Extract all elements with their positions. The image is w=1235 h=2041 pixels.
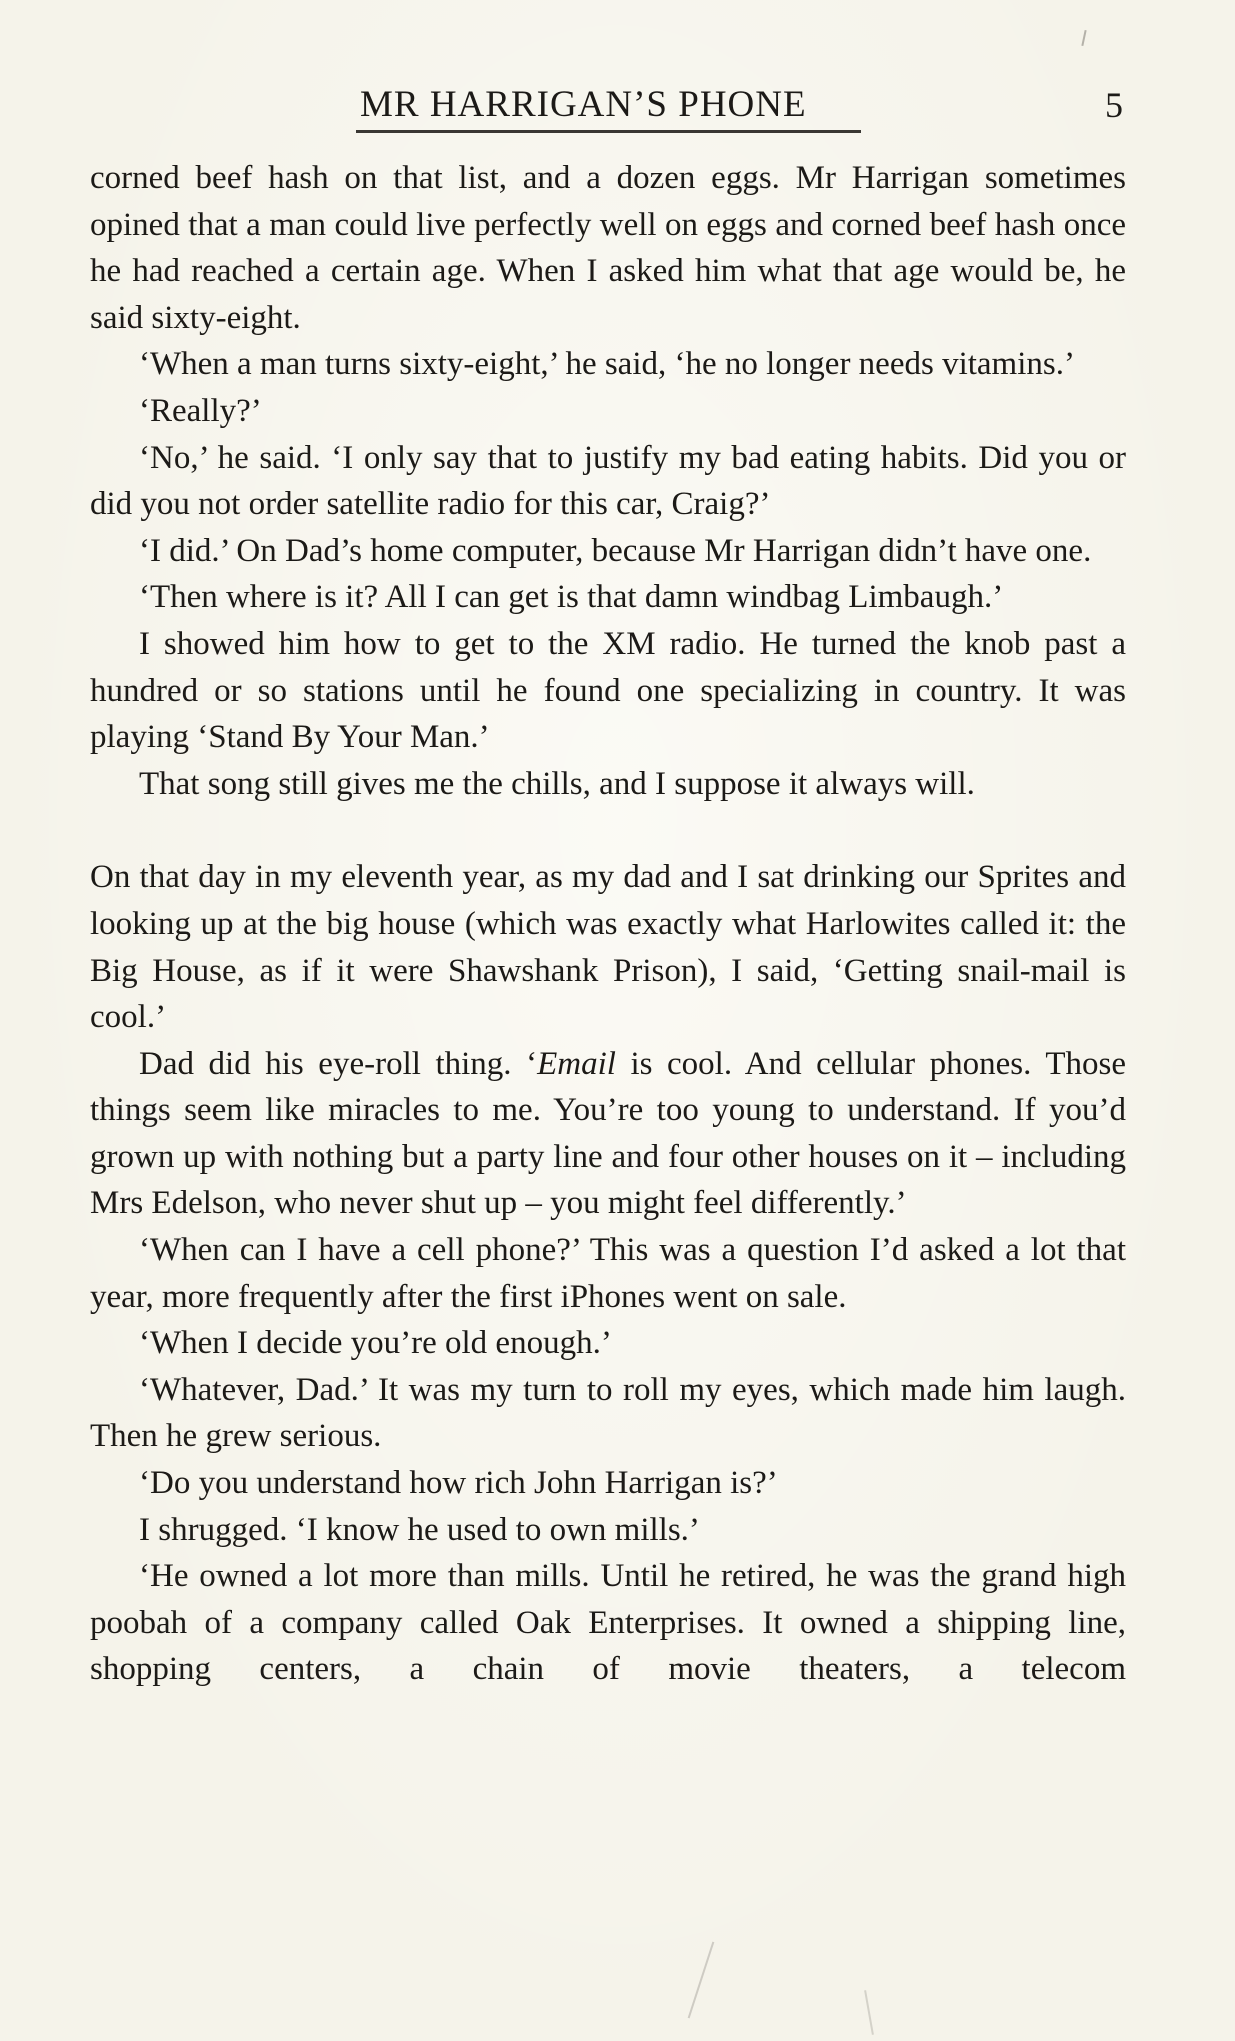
paragraph: ‘When a man turns sixty-eight,’ he said, ‘he no longer needs vitamins.’ [139,346,1075,383]
paragraph: ‘I did.’ On Dad’s home computer, because Mr Harrigan didn’t have one. [139,532,1092,569]
paragraph-email [90,1041,1126,1227]
body-text [90,155,1126,1693]
page-number: 5 [1105,85,1123,125]
email-paragraph-before: Dad did his eye-roll thing. ‘ [139,1045,538,1082]
paragraph: I showed him how to get to the XM radio. He turned the knob past a hundred or so stations until he found one specializing in country. It was playing ‘Stand By Your Man.’ [90,625,1126,756]
paragraph: On that day in my eleventh year, as my dad and I sat drinking our Sprites and looking up at the big house (which was exactly what Harlowites called it: the Big House, as if it were Shawshank Prison), I said, ‘Getting snail-mail is cool.’ [90,859,1126,1036]
paragraph: ‘Whatever, Dad.’ It was my turn to roll my eyes, which made him laugh. Then he grew serious. [90,1371,1126,1455]
header-rule [356,130,861,133]
email-paragraph-after: is cool. And cellular phones. Those things seem like miracles to me. You’re too young to understand. If you’d grown up with nothing but a party line and four other houses on it – including Mrs Edelson, who never shut up – you might feel differently.’ [90,1045,1126,1222]
paper-scratch-mark [1081,30,1086,46]
running-title: MR HARRIGAN’S PHONE [360,84,807,125]
paper-scratch-mark [688,1942,715,2019]
paragraph: ‘He owned a lot more than mills. Until he retired, he was the grand high poobah of a company called Oak Enterprises. It owned a shipping line, shopping centers, a chain of movie theaters, a telecom [90,1558,1126,1688]
paragraph: ‘Really?’ [139,392,262,429]
paragraph: I shrugged. ‘I know he used to own mills.’ [139,1511,700,1548]
paragraph: ‘Do you understand how rich John Harrigan is?’ [139,1465,778,1502]
paragraph: ‘When can I have a cell phone?’ This was a question I’d asked a lot that year, more frequently after the first iPhones went on sale. [90,1232,1126,1315]
paragraph: That song still gives me the chills, and I suppose it always will. [139,765,975,802]
paragraph: ‘When I decide you’re old enough.’ [139,1325,612,1362]
email-emphasis: Email [537,1045,616,1082]
running-head [0,82,1235,138]
paragraph: ‘No,’ he said. ‘I only say that to justify my bad eating habits. Did you or did you not order satellite radio for this car, Craig?’ [90,439,1126,523]
paper-scratch-mark [864,1990,874,2035]
paragraph: ‘Then where is it? All I can get is that damn windbag Limbaugh.’ [139,579,1004,616]
paragraph: corned beef hash on that list, and a dozen eggs. Mr Harrigan sometimes opined that a man could live perfectly well on eggs and corned beef hash once he had reached a certain age. When I asked him what that age would be, he said sixty-eight. [90,160,1126,336]
